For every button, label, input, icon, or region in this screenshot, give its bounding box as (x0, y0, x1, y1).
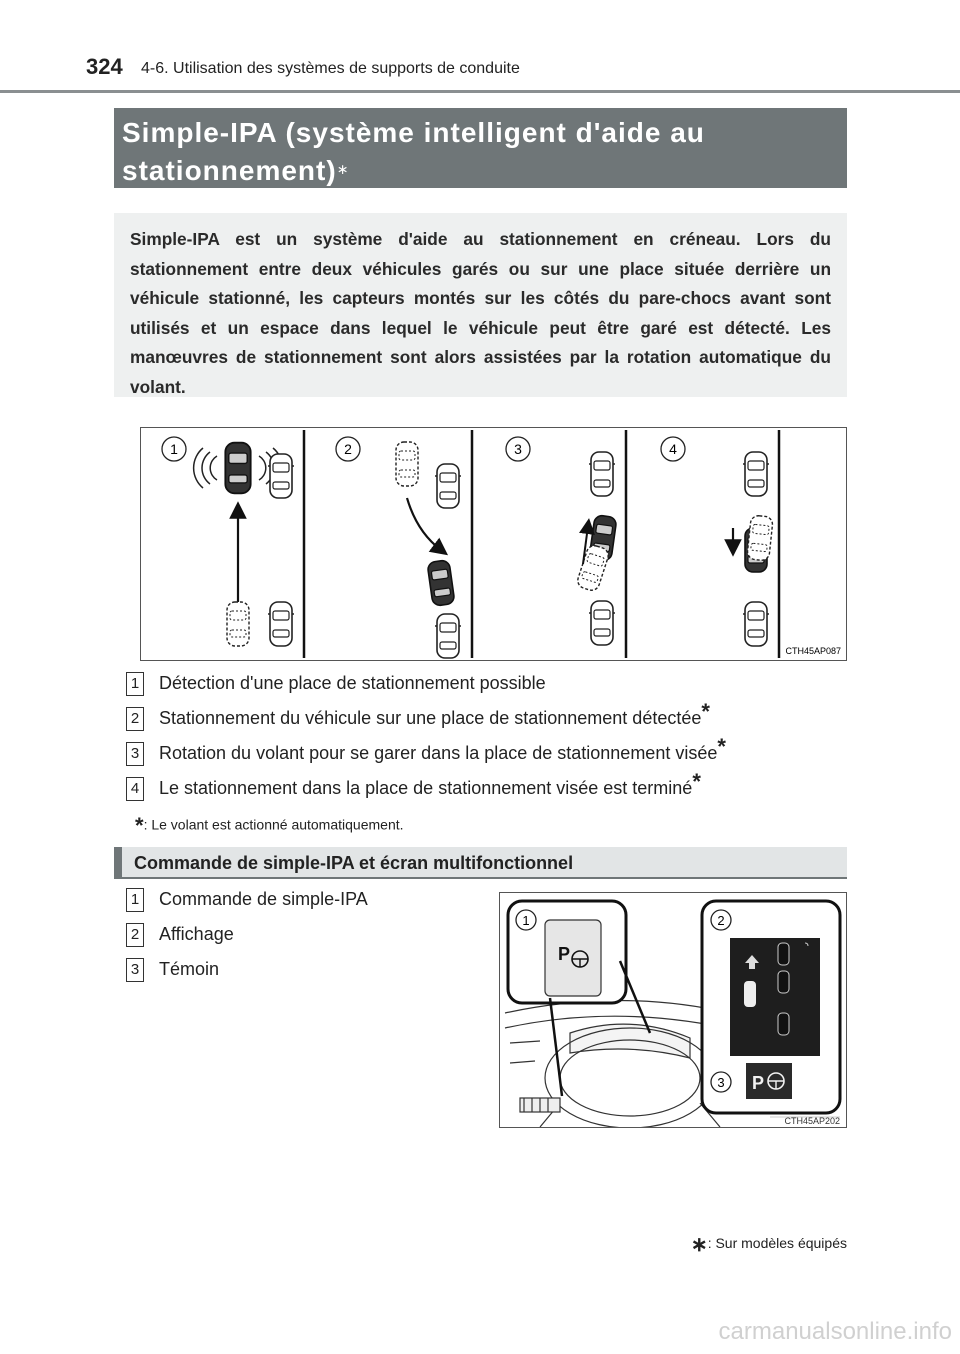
step-text: Rotation du volant pour se garer dans la place de stationnement visée (159, 743, 718, 763)
callout-number-2: 2 (717, 913, 725, 928)
watermark: carmanualsonline.info (718, 1318, 952, 1345)
callout-number-3: 3 (717, 1075, 725, 1090)
callout-display (620, 901, 840, 1113)
page-number: 324 (86, 54, 123, 79)
figure-1-code: CTH45AP087 (785, 646, 841, 656)
subsection-heading: Commande de simple-IPA et écran multifonctionnel (114, 847, 847, 879)
parking-sequence-illustration (141, 428, 846, 660)
step-text: Le stationnement dans la place de stationnement visée est terminé (159, 778, 693, 798)
step-number: 2 (126, 707, 144, 731)
parking-sequence-figure (140, 427, 847, 661)
title-footnote-mark: ∗ (336, 161, 350, 177)
step-number: 3 (126, 742, 144, 766)
steps-note-text: : Le volant est actionné automatiquement. (143, 816, 404, 833)
component-number: 1 (126, 888, 144, 912)
footnote-mark: ∗ (690, 1234, 708, 1256)
step-label-1 (162, 437, 186, 461)
step-star: * (701, 699, 710, 724)
step-number: 1 (126, 672, 144, 696)
ipa-switch-symbol: P (558, 944, 571, 964)
section-title-text: Simple-IPA (système intelligent d'aide au stationnement) (122, 117, 705, 186)
step-star: * (717, 734, 726, 759)
steps-note-mark: * (135, 813, 144, 838)
step-label-2 (336, 437, 360, 461)
step-text: Stationnement du véhicule sur une place de stationnement détectée (159, 708, 702, 728)
section-title (114, 108, 847, 188)
svg-text:2: 2 (344, 441, 352, 457)
multi-info-display (730, 938, 820, 1056)
chapter-title: 4-6. Utilisation des systèmes de supports de conduite (141, 60, 520, 77)
component-number: 2 (126, 923, 144, 947)
svg-text:4: 4 (669, 441, 677, 457)
callout-number-1: 1 (522, 913, 530, 928)
callout-switch (508, 901, 626, 1096)
component-number: 3 (126, 958, 144, 982)
steps-note (135, 813, 404, 839)
footnote-text: : Sur modèles équipés (707, 1235, 847, 1252)
footnote (691, 1232, 847, 1257)
svg-text:3: 3 (514, 441, 522, 457)
svg-text:1: 1 (170, 441, 178, 457)
switch-display-illustration (500, 893, 846, 1127)
step-number: 4 (126, 777, 144, 801)
switch-display-figure (499, 892, 847, 1128)
panel-2-positioning (396, 442, 461, 658)
step-label-4 (661, 437, 685, 461)
panel-4-complete (733, 452, 773, 646)
component-text: Témoin (159, 959, 220, 979)
figure-2-code: CTH45AP202 (784, 1116, 840, 1126)
panel-1-detection (194, 443, 294, 646)
panel-3-steering (576, 452, 617, 645)
intro-paragraph: Simple-IPA est un système d'aide au stationnement en créneau. Lors du stationnement entre deux véhicules garés ou sur une place située derrière un véhicule stationné, les capteurs montés sur les côtés du pare-chocs avant sont utilisés et un espace dans lequel le véhicule peut être garé est détecté. Les manœuvres de stationnement sont alors assistées par la rotation automatique du volant. (114, 213, 847, 397)
step-star: * (692, 769, 701, 794)
component-text: Affichage (159, 924, 234, 944)
header-rule (0, 90, 960, 93)
component-text: Commande de simple-IPA (159, 889, 368, 909)
step-label-3 (506, 437, 530, 461)
indicator-symbol: P (752, 1073, 765, 1093)
step-text: Détection d'une place de stationnement possible (159, 673, 546, 693)
